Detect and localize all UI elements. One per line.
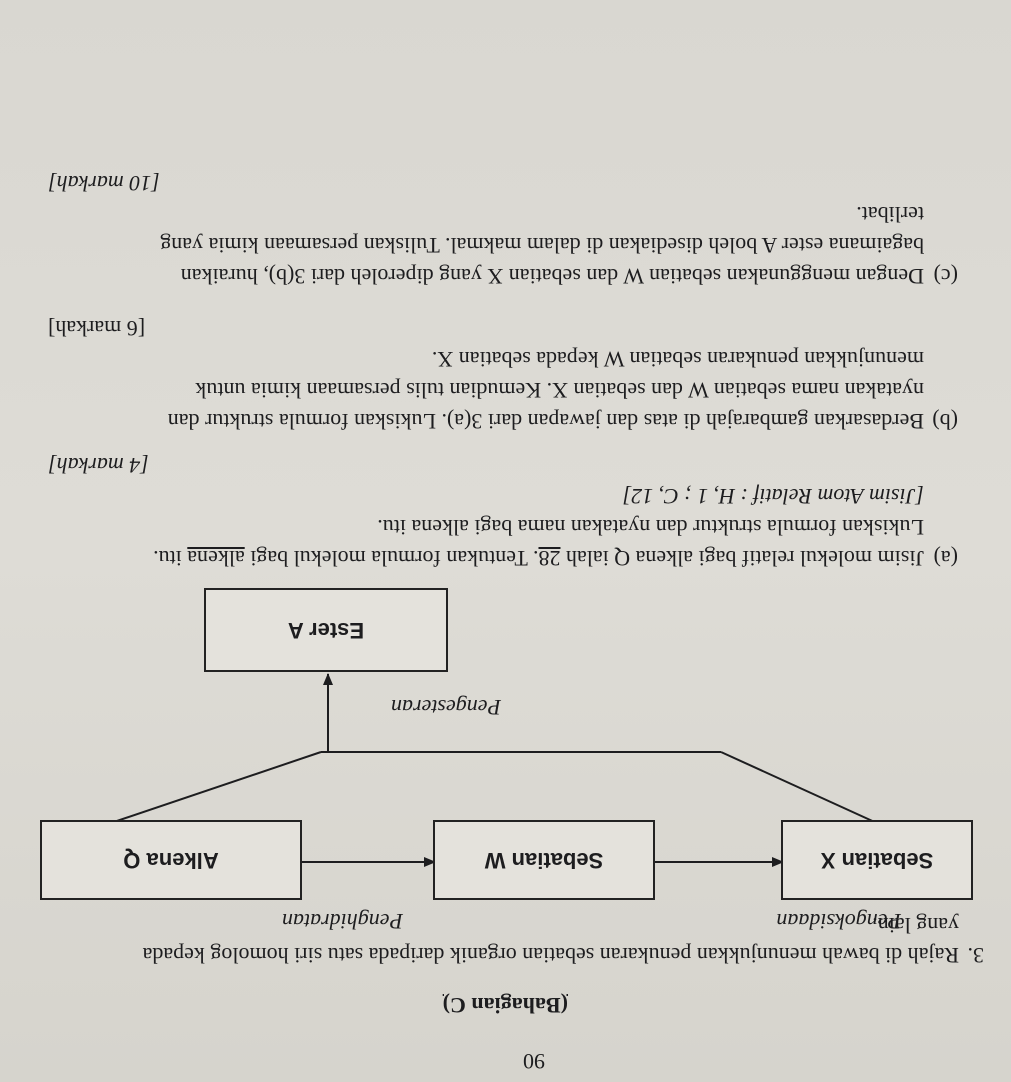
part-a xyxy=(28,450,958,574)
underlined-alkena: alkena xyxy=(187,546,245,571)
part-a-line-1: Jisim molekul relatif bagi alkena Q ialah 28. Tentukan formula molekul bagi alkena itu. xyxy=(153,546,924,571)
part-c-line-1: Dengan menggunakan sebatian W dan sebatian X yang diperoleh dari 3(b), huraikan xyxy=(180,264,924,289)
part-b-line-3: menunjukkan penukaran sebatian W kepada sebatian X. xyxy=(431,347,924,372)
part-b-label: (b) xyxy=(932,409,958,434)
question-intro-line-2: yang lain. xyxy=(872,913,959,938)
box-ester-a: Ester A xyxy=(204,588,448,672)
part-c-line-2: bagaimana ester A boleh disediakan di dalam makmal. Tuliskan persamaan kimia yang xyxy=(160,233,924,258)
box-sebatian-x: Sebatian X xyxy=(781,820,973,900)
part-b-line-1: Berdasarkan gambarajah di atas dan jawapan dari 3(a). Lukiskan formula struktur dan xyxy=(167,409,924,434)
page-number: 90 xyxy=(523,1049,545,1074)
label-penghidratan: Penghidratan xyxy=(282,909,403,934)
section-title-text: Bahagian C xyxy=(450,993,561,1018)
part-b-line-2: nyatakan nama sebatian W dan sebatian X. Kemudian tulis persamaan kimia untuk xyxy=(195,378,924,403)
part-c xyxy=(28,168,958,292)
connector-q-to-apex xyxy=(108,752,321,824)
part-a-marks: [4 markah] xyxy=(48,453,149,478)
part-c-label: (c) xyxy=(933,264,958,289)
box-sebatian-w: Sebatian W xyxy=(433,820,655,900)
part-c-line-3: terlibat. xyxy=(856,202,924,227)
part-a-line-3: [Jisim Atom Relatif : H, 1 ; C, 12] xyxy=(622,484,924,509)
part-a-label: (a) xyxy=(933,546,958,571)
question-number: 3. xyxy=(967,943,984,968)
part-a-line-2: Lukiskan formula struktur dan nyatakan nama bagi alkena itu. xyxy=(377,515,924,540)
connector-x-to-apex xyxy=(721,752,879,824)
label-pengoksidaan: Pengoksidaan xyxy=(776,909,901,934)
label-pengesteran: Pengesteran xyxy=(391,695,501,720)
question-intro-line-1: Rajah di bawah menunjukkan penukaran sebatian organik daripada satu siri homolog kepada xyxy=(142,943,959,968)
part-b xyxy=(28,313,958,437)
section-title: (Bahagian C) xyxy=(442,993,568,1018)
box-alkena-q: Alkena Q xyxy=(40,820,302,900)
part-c-marks: [10 markah] xyxy=(48,171,160,196)
underlined-28: 28 xyxy=(538,546,561,571)
part-b-marks: [6 markah] xyxy=(48,316,146,341)
